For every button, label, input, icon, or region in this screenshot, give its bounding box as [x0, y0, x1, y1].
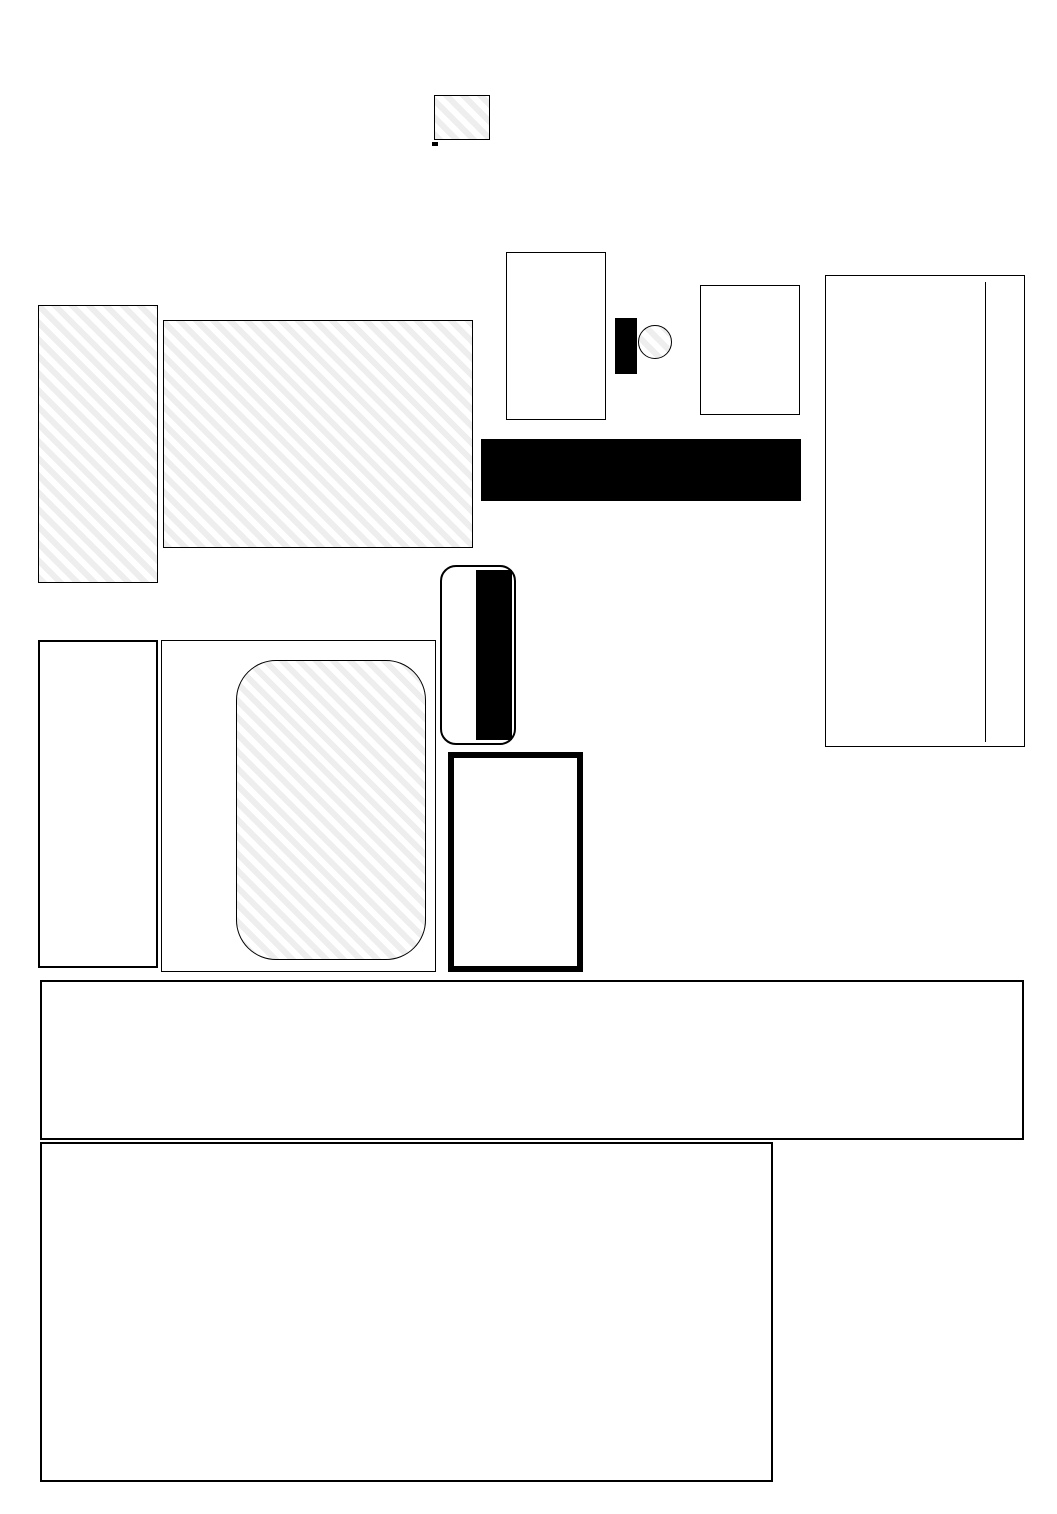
zodiac-grid — [126, 982, 1022, 1138]
zhuo-label — [432, 142, 438, 146]
color-box — [506, 252, 606, 420]
explain-text — [590, 752, 1022, 967]
prob-side-label — [985, 282, 1021, 742]
door-headers — [268, 1150, 773, 1180]
prediction-text — [286, 92, 426, 292]
mahui-box — [38, 640, 158, 968]
painting-image — [163, 320, 473, 548]
child-image — [236, 660, 426, 960]
right-strip — [1034, 82, 1052, 1482]
pot-icon — [638, 325, 672, 359]
shangqi-box — [448, 752, 583, 972]
stamp — [615, 318, 637, 374]
results-box — [40, 1142, 773, 1482]
portrait-image — [38, 305, 158, 583]
scroll-poem — [700, 285, 800, 415]
bottom-strip — [0, 1488, 1057, 1508]
tema-title-box — [481, 439, 801, 501]
top-strip — [0, 62, 1057, 82]
hand-icon — [434, 95, 490, 140]
left-strip — [6, 82, 24, 1482]
wang-title — [476, 570, 512, 740]
